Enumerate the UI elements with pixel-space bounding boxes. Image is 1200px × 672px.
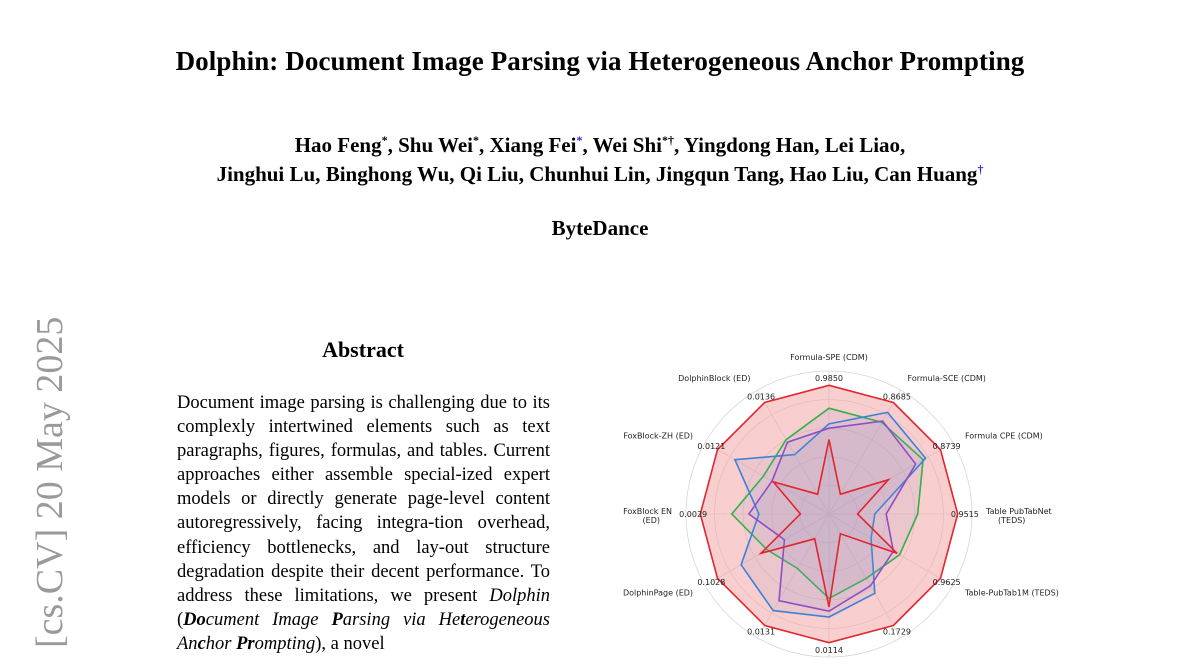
- radar-axis-label: Formula-SPE (CDM): [790, 353, 868, 362]
- abstract-body: [177, 391, 550, 656]
- author-affil-mark: *: [473, 133, 480, 147]
- author-name: Wei Shi: [592, 133, 663, 157]
- radar-axis-label: Table-PubTab1M (TEDS): [964, 588, 1059, 598]
- radar-chart: [608, 332, 1059, 655]
- radar-axis-label: FoxBlock-ZH (ED): [623, 431, 694, 441]
- radar-tick-label: 0.0114: [815, 645, 843, 655]
- radar-tick-label: 0.0121: [697, 442, 726, 452]
- author-line-1: [0, 131, 1200, 160]
- radar-axis-label: Formula CPE (CDM): [964, 431, 1043, 441]
- arxiv-stamp-text: [cs.CV] 20 May 2025: [29, 316, 71, 648]
- paper-title: Dolphin: Document Image Parsing via Heterogeneous Anchor Prompting: [175, 46, 1025, 76]
- author-separator: ,: [387, 133, 399, 157]
- radar-axis-label: DolphinPage (ED): [622, 588, 694, 598]
- author-separator: ,: [582, 133, 593, 157]
- author-name: Yingdong Han: [683, 133, 815, 157]
- radar-tick-label: 0.9850: [815, 374, 843, 384]
- radar-tick-label: 0.0131: [747, 627, 776, 637]
- radar-tick-label: 0.8739: [932, 442, 961, 452]
- abstract-text-1: Document image parsing is challenging due to its complexly intertwined elements such as text paragraphs, figures, formulas, and tables. Current approaches either assemble special-ized expert models or directly generate page-level content autoregressively, facing integra-tion overhead, efficiency bottlenecks, and lay-out structure degradation despite their decent performance. To address these limitations, we present: [177, 393, 550, 606]
- author-line-2-text: Jinghui Lu, Binghong Wu, Qi Liu, Chunhui Lin, Jingqun Tang, Hao Liu, Can Huang: [216, 162, 978, 186]
- radar-axis-label: FoxBlock EN (ED): [623, 507, 672, 525]
- radar-axis-label: Table PubTabNet (TEDS): [986, 507, 1052, 525]
- author-name: Shu Wei: [398, 133, 474, 157]
- radar-tick-label: 0.0029: [679, 510, 708, 519]
- author-separator: ,: [479, 133, 490, 157]
- arxiv-stamp: [24, 316, 76, 648]
- author-affil-mark: *: [576, 133, 583, 147]
- author-name: Xiang Fei: [489, 133, 577, 157]
- author-separator: ,: [900, 133, 906, 157]
- author-affil-mark: *: [381, 133, 388, 147]
- abstract-heading: Abstract: [322, 337, 404, 362]
- author-name: Lei Liao: [824, 133, 901, 157]
- author-line-2-sup: †: [977, 162, 984, 176]
- author-name: Hao Feng: [294, 133, 382, 157]
- abstract-method-name: Dolphin: [489, 585, 550, 606]
- author-affil-mark: *†: [662, 133, 675, 147]
- author-list: [0, 131, 1200, 189]
- radar-tick-label: 0.1028: [697, 577, 726, 587]
- abstract-method-expansion: Document Image Parsing via Heterogeneous Anchor Prompting: [177, 609, 551, 654]
- radar-tick-label: 0.9515: [950, 510, 979, 519]
- abstract-text-2: (: [177, 609, 184, 630]
- radar-tick-label: 0.9625: [932, 577, 961, 587]
- abstract-text-3: ), a novel: [315, 633, 385, 654]
- radar-axis-label: Formula-SCE (CDM): [907, 374, 986, 384]
- radar-tick-label: 0.0136: [747, 392, 776, 402]
- radar-tick-label: 0.8685: [882, 392, 911, 402]
- author-separator: ,: [674, 133, 684, 157]
- radar-tick-label: 0.1729: [882, 627, 911, 637]
- radar-axis-label: DolphinBlock (ED): [678, 374, 751, 384]
- author-separator: ,: [814, 133, 825, 157]
- radar-chart-svg: [608, 332, 1059, 672]
- author-line-2: [0, 160, 1200, 189]
- affiliation: ByteDance: [551, 216, 649, 240]
